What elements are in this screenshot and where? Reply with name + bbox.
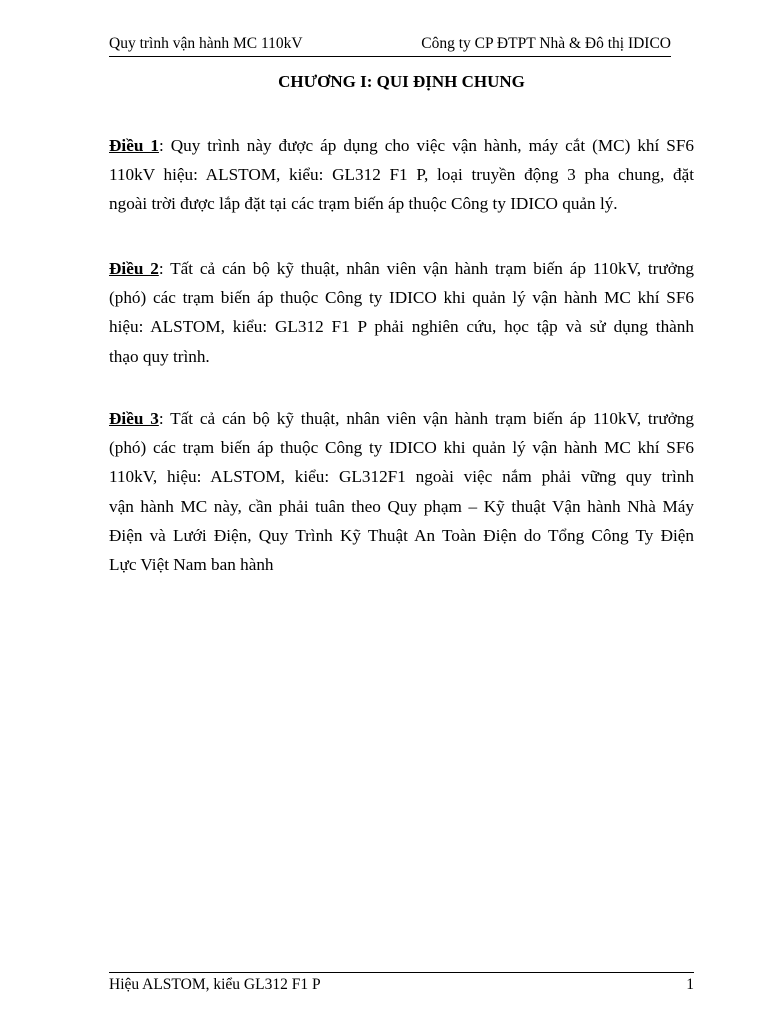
article-label: Điều 2: [109, 259, 159, 278]
article-line: 110kV hiệu: ALSTOM, kiểu: GL312 F1 P, loại truyền động 3 pha chung, đặt: [109, 165, 694, 185]
article-line: 110kV, hiệu: ALSTOM, kiểu: GL312F1 ngoài việc nắm phải vững quy trình: [109, 467, 694, 487]
article-line: Điện và Lưới Điện, Quy Trình Kỹ Thuật An Toàn Điện do Tổng Công Ty Điện: [109, 525, 694, 545]
article-text: : Tất cả cán bộ kỹ thuật, nhân viên vận hành trạm biến áp 110kV, trưởng: [158, 259, 695, 278]
footer-model-text: Hiệu ALSTOM, kiểu GL312 F1 P: [109, 976, 321, 993]
article-1: [109, 131, 694, 219]
article-label: Điều 3: [109, 409, 159, 428]
article-line: (phó) các trạm biến áp thuộc Công ty IDICO khi quản lý vận hành MC khí SF6: [109, 288, 694, 308]
article-line: [109, 131, 694, 160]
article-line: (phó) các trạm biến áp thuộc Công ty IDICO khi quản lý vận hành MC khí SF6: [109, 438, 694, 458]
article-line: hiệu: ALSTOM, kiểu: GL312 F1 P phải nghiên cứu, học tập và sử dụng thành: [109, 317, 694, 337]
article-line: Lực Việt Nam ban hành: [109, 555, 274, 575]
article-text: : Tất cả cán bộ kỹ thuật, nhân viên vận hành trạm biến áp 110kV, trưởng: [158, 409, 695, 428]
article-2: [109, 254, 694, 371]
article-line: [109, 404, 694, 433]
article-line: ngoài trời được lắp đặt tại các trạm biến áp thuộc Công ty IDICO quản lý.: [109, 194, 618, 214]
page-header: [109, 34, 671, 57]
chapter-title: CHƯƠNG I: QUI ĐỊNH CHUNG: [278, 72, 525, 91]
page-footer: [109, 972, 694, 995]
header-document-title: Quy trình vận hành MC 110kV: [109, 35, 303, 52]
article-line: thạo quy trình.: [109, 346, 210, 366]
page-number: 1: [686, 976, 694, 993]
article-3: [109, 404, 694, 579]
article-label: Điều 1: [109, 136, 159, 155]
article-text: : Quy trình này được áp dụng cho việc vận hành, máy cắt (MC) khí SF6: [158, 136, 694, 155]
header-company-name: Công ty CP ĐTPT Nhà & Đô thị IDICO: [421, 35, 671, 52]
article-line: vận hành MC này, cần phải tuân theo Quy phạm – Kỹ thuật Vận hành Nhà Máy: [109, 496, 694, 516]
article-line: [109, 254, 694, 283]
